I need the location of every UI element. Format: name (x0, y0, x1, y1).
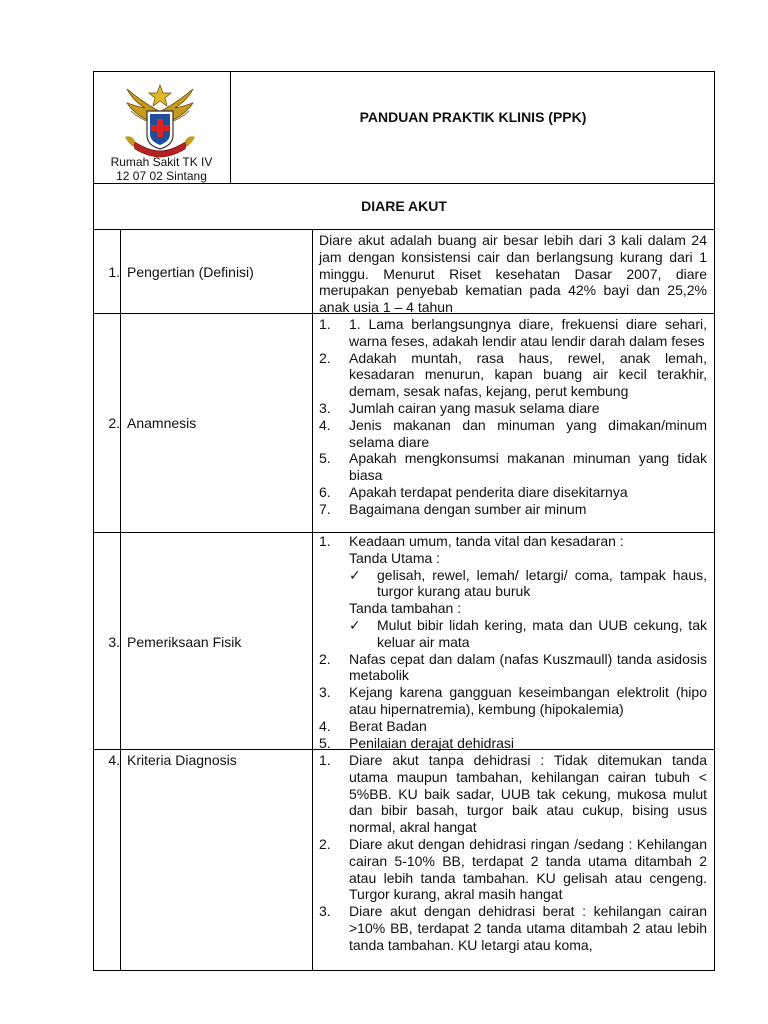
row-divider (93, 229, 715, 230)
tanda-tambahan-label: Tanda tambahan : (349, 600, 462, 617)
list-item: 5. Apakah mengkonsumsi makanan minuman yang tidak biasa (319, 450, 707, 484)
document-title: PANDUAN PRAKTIK KLINIS (PPK) (359, 109, 587, 125)
checkmark-icon: ✓ (349, 616, 361, 633)
definition-paragraph: Diare akut adalah buang air besar lebih dari 3 kali dalam 24 jam dengan konsistensi cair dan berlangsung kurang dari 1 minggu. Menurut Riset kesehatan Dasar 2007, diare merupakan penyebab kematian pada 42% bayi dan 25,2% anak usia 1 – 4 tahun (319, 232, 707, 316)
definition-text (319, 232, 707, 316)
anamnesis-list (319, 316, 707, 518)
row-number: 1. (108, 264, 120, 280)
list-item: 1. 1. Lama berlangsungnya diare, frekuensi diare sehari, warna feses, adakah lendir atau lendir darah dalam feses (319, 316, 707, 349)
topic-title: DIARE AKUT (361, 198, 447, 214)
row-number: 2. (108, 415, 120, 431)
list-item: 6. Apakah terdapat penderita diare disekitarnya (319, 483, 628, 500)
row-label-definition: Pengertian (Definisi) (127, 264, 254, 280)
checklist-item: ✓ Mulut bibir lidah kering, mata dan UUB cekung, tak keluar air mata (349, 616, 707, 650)
diagnosis-criteria-list (319, 752, 707, 954)
row-label-anamnesis: Anamnesis (127, 415, 197, 431)
physical-exam-list (319, 533, 707, 751)
list-item: 1. Diare akut tanpa dehidrasi : Tidak ditemukan tanda utama maupun tambahan, kehilangan cairan tubuh < 5%BB. KU baik sadar, UUB tak cekung, mukosa mulut dan bibir basah, turgor baik atau cukup, bising usus normal, akral hangat (319, 752, 707, 836)
list-item: 3. Kejang karena gangguan keseimbangan elektrolit (hipo atau hipernatremia), kembung (hipokalemia) (319, 684, 707, 717)
col-divider (312, 229, 313, 971)
hospital-code: 12 07 02 Sintang (116, 169, 207, 183)
list-item: 2. Diare akut dengan dehidrasi ringan /sedang : Kehilangan cairan 5-10% BB, terdapat 2 tanda utama ditambah 2 atau lebih tanda tambahan. KU gelisah atau cengeng. Turgor kurang, akral masih hangat (319, 835, 707, 903)
list-item: 4. Jenis makanan dan minuman yang dimakan/minum selama diare (319, 416, 707, 450)
row-number: 4. (108, 752, 120, 768)
checklist-item: ✓ gelisah, rewel, lemah/ letargi/ coma, tampak haus, turgor kurang atau buruk (349, 566, 707, 600)
list-item: 4. Berat Badan (319, 717, 427, 734)
header-divider (230, 71, 231, 183)
list-item: 3. Diare akut dengan dehidrasi berat : kehilangan cairan >10% BB, terdapat 2 tanda utama ditambah 2 atau lebih tanda tambahan. KU letargi atau koma, (319, 903, 707, 953)
hospital-emblem-logo (119, 81, 201, 161)
list-item: 7. Bagaimana dengan sumber air minum (319, 500, 587, 517)
row-number: 3. (108, 634, 120, 650)
list-item: 2. Nafas cepat dan dalam (nafas Kuszmaull) tanda asidosis metabolik (319, 650, 707, 684)
hospital-name: Rumah Sakit TK IV (110, 155, 213, 169)
row-label-physical-exam: Pemeriksaan Fisik (127, 634, 242, 650)
list-item: 1. Keadaan umum, tanda vital dan kesadaran : Tanda Utama : ✓ gelisah, rewel, lemah/ letargi/ coma, tampak haus, turgor kurang atau buruk Tanda tambahan : ✓ Mulut bibir lidah kering, mata dan UUB cekung, tak keluar air mata (319, 533, 707, 650)
row-label-diagnosis-criteria: Kriteria Diagnosis (127, 752, 237, 768)
col-divider (120, 229, 121, 971)
checkmark-icon: ✓ (349, 566, 361, 583)
list-item: 2. Adakah muntah, rasa haus, rewel, anak lemah, kesadaran menurun, kapan buang air kecil terakhir, demam, sesak nafas, kejang, perut kembung (319, 349, 707, 400)
list-item: 3. Jumlah cairan yang masuk selama diare (319, 399, 600, 416)
ppk-document (93, 71, 715, 971)
list-item: 5. Penilaian derajat dehidrasi (319, 734, 514, 751)
row-divider (93, 183, 715, 184)
tanda-utama-label: Tanda Utama : (349, 549, 441, 566)
